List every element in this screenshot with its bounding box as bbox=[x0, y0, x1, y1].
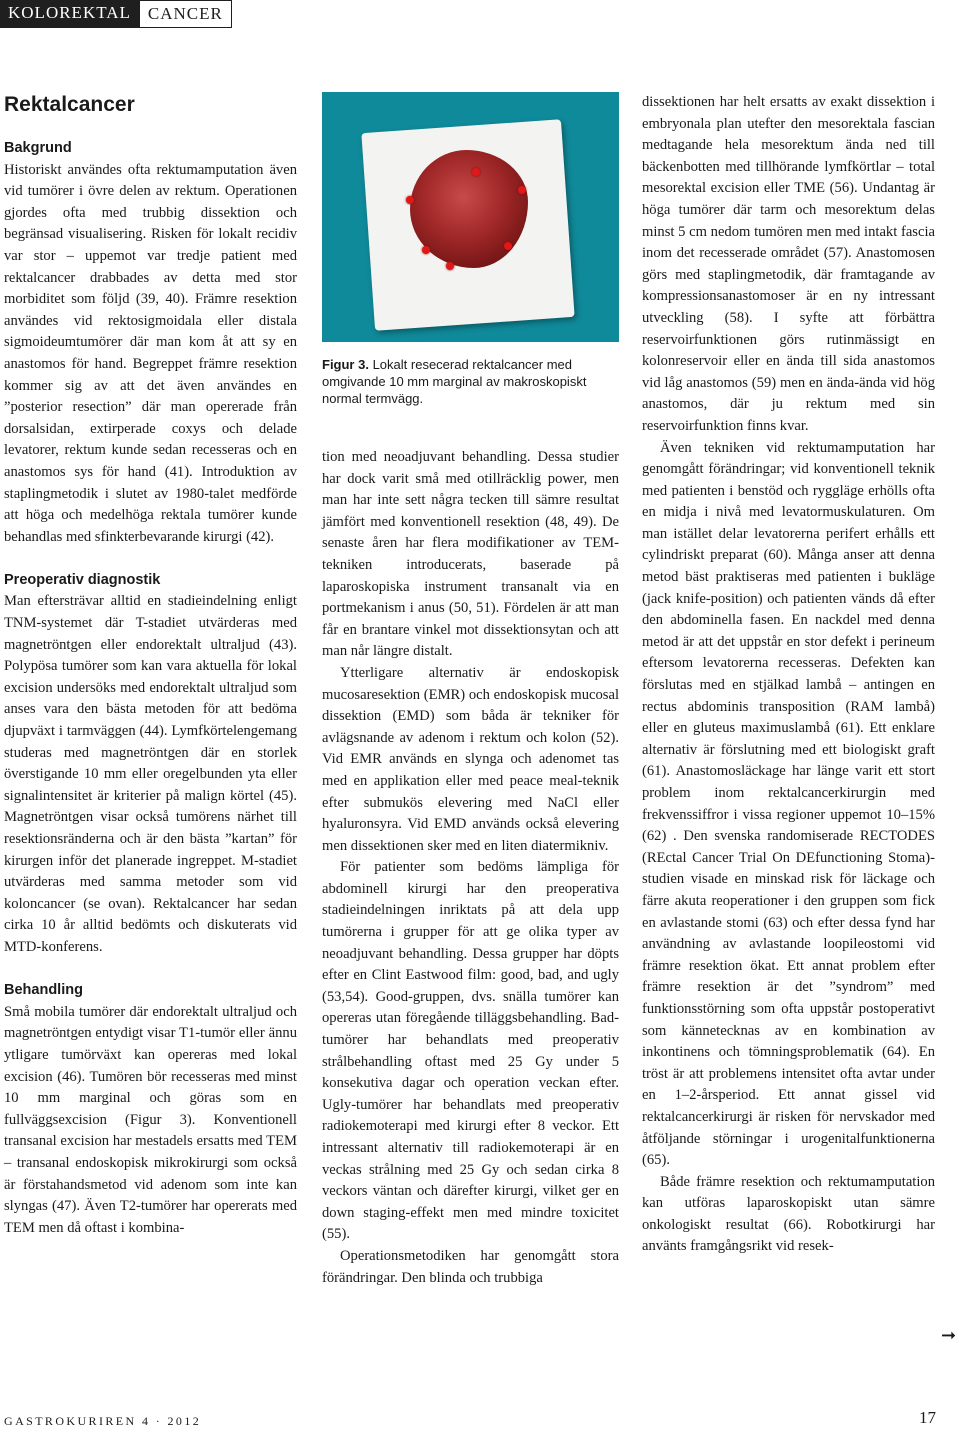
body-paragraph: Operationsmetodiken har genomgått stora förändringar. Den blinda och trubbiga bbox=[322, 1247, 619, 1286]
body-paragraph: tion med neoadjuvant behandling. Dessa studier har dock varit små med otillräcklig power, men man har inte sett några tecken till sämre resultat jämfört med konventionell resektion (48, 49). De senaste åren har flera modifikationer av TEM-tekniken introducerats, baserade på laparoskopiska instrument transanalt via en portmekanism i anus (50, 51). Fördelen är att man får en brantare vinkel mot dissektionsytan och att man når längre distalt. bbox=[322, 449, 619, 660]
column-right bbox=[642, 92, 935, 1258]
middle-text bbox=[322, 447, 619, 1289]
journal-name: GASTROKURIREN 4 · 2012 bbox=[4, 1414, 202, 1428]
pin-marker bbox=[422, 246, 430, 254]
column-middle bbox=[322, 92, 619, 1289]
header-tabs bbox=[0, 0, 232, 28]
body-paragraph: Man eftersträvar alltid en stadieindelning enligt TNM-systemet där T-stadiet utvärderas med magnetröntgen eller endorektalt ultraljud (43). Polypösa tumörer som kan vara aktuella för lokal excision undersöks med endorektalt ultraljud som anses vara den bästa metoden för att bedöma djupväxt i tarmväggen (44). Lymfkörtelengemang studeras med magnetröntgen där en storlek överstigande 10 mm eller oregelbunden yta eller signalintensitet är kriterier på malign körtel (45). Magnetröntgen visar också tumörens närhet till resektionsränderna och är den bästa ”kartan” för kirurgen inför det planerade ingreppet. M-stadiet utvärderas med samma metoder som vid koloncancer (se ovan). Rektalcancer har sedan cirka 10 år alltid bedömts och diskuterats vid MTD-konferens. bbox=[4, 593, 297, 955]
page-footer bbox=[4, 1408, 936, 1430]
pin-marker bbox=[446, 262, 454, 270]
section-heading: Bakgrund bbox=[4, 140, 72, 156]
figure-photo bbox=[322, 92, 619, 342]
pin-marker bbox=[518, 186, 526, 194]
body-paragraph: dissektionen har helt ersatts av exakt dissektion i embryonala plan utefter den mesorektala fascian medtagande hela mesorektum ända ned till bäckenbotten med tillhörande lymfkörtlar – total mesorektal excision eller TME (56). Undantag är höga tumörer där tarm och mesorektum delas minst 5 cm nedom tumören men med intakt fascia inom det recesserade området (57). Anastomosen görs med staplingmetodik, där framtagande av kompressionsanastomoser är en ny intressant utveckling (58). I syfte att förbättra reservoirfunktionen görs rutinmässigt en kolonreservoir eller en ända till sida anastomos vid låg anastomos (59) men en ända-ända vid hög anastomos, där ju rektum med sin reservoirfunktion finns kvar. bbox=[642, 94, 935, 434]
topic-tab: CANCER bbox=[139, 0, 232, 28]
figure-caption-text: Lokalt resecerad rektalcancer med omgivande 10 mm marginal av makroskopiskt normal termvägg. bbox=[322, 357, 587, 406]
page-number: 17 bbox=[919, 1408, 936, 1427]
pin-marker bbox=[472, 168, 480, 176]
body-paragraph: Historiskt användes ofta rektumamputation även vid tumörer i övre delen av rektum. Operationen gjordes ofta med trubbig dissektion och begränsad visualisering. Risken för lokalt recidiv var stor – uppemot var tredje patient med rektalcancer drabbades av detta med stor morbiditet som följd (39, 40). Främre resektion användes vid rektosigmoidala eller distala sigmoideumtumörer där man kom åt att sy en anastomos för hand. Begreppet främre resektion kommer sig av att det även användes en ”posterior resection” där man opererade från dorsalsidan, extirperade coxys och delade levatorer, rektum kunde sedan recesseras och en anastomos sys för hand (41). Introduktion av staplingmetodik i slutet av 1980-talet medförde att höga och medelhöga rektala tumörer kunde behandlas med sfinkterbevarande kirurgi (42). bbox=[4, 161, 297, 545]
pin-marker bbox=[504, 242, 512, 250]
pin-marker bbox=[406, 196, 414, 204]
body-paragraph: Små mobila tumörer där endorektalt ultraljud och magnetröntgen entydigt visar T1-tumör eller ännu ytligare tumörväxt kan opereras med lokal excision (46). Tumören bör recesseras med minst 10 mm marginal och göras som en fullväggsexcision (Figur 3). Konventionell transanal excision har mestadels ersatts med TEM – transanal endoskopisk mikrokirurgi som också är förstahandsmetod vid adenom som inte kan slyngas (47). Även T2-tumörer har opererats med TEM men då oftast i kombina- bbox=[4, 1003, 297, 1236]
article-title: Rektalcancer bbox=[4, 93, 135, 116]
continue-arrow-icon: ➞ bbox=[941, 1325, 957, 1346]
figure-label: Figur 3. bbox=[322, 357, 369, 372]
section-tab: KOLOREKTAL bbox=[0, 0, 139, 28]
section-heading: Behandling bbox=[4, 982, 83, 999]
body-paragraph: Även tekniken vid rektumamputation har genomgått förändringar; vid konventionell teknik med patienten i benstöd och ryggläge erhölls ofta en midja i nivå med levatormuskulaturen. Om man istället delar levatorerna perifert erhålls ett cylindriskt preparat (60). Många anser att denna metod bäst praktiseras med patienten i bukläge (jack knife-position) och patienten vänds då efter den abdominella fasen. En nackdel med denna metod är att det uppstår en stor defekt i perineum eftersom levatorerna recesseras. Defekten kan förslutas med en stjälkad lambå – antingen en rectus abdominis transposition (RAM lambå) eller en gluteus maximuslambå (61). Ett enklare alternativ är förslutning med ett biologiskt graft (61). Anastomosläckage har länge varit ett stort problem inom rektalcancerkirurgin med frekvenssiffror i vissa regioner uppemot 10–15% (62) . Den svenska randomiserade RECTODES (REctal Cancer Trial On DEfunctioning Stoma)-studien visade en minskad risk för läckage och färre akuta reoperationer i den gruppen som fick en avlastande stomi (63) och efter dessa fynd har användning av avlastande loopileostomi vid främre resektion ökat. Ett annat problem efter främre resektion är det ”syndrom” med funktionsstörning som ofta uppstår postoperativt som kännetecknas av en kombination av inkontinens och tömningsproblematik (64). En tröst är att problemens intensitet ofta avtar under en 1–2-årsperiod. Ett annat gissel vid rektalcancerkirurgi är risken för nervskador med åtföljande störningar i urogenitalfunktionerna (65). bbox=[642, 439, 935, 1169]
section-heading: Preoperativ diagnostik bbox=[4, 571, 161, 588]
body-paragraph: Både främre resektion och rektumamputation kan utföras laparoskopiskt utan sämre onkologiskt resultat (66). Robotkirurgi har använts framgångsrikt vid resek- bbox=[642, 1173, 935, 1255]
section-gap bbox=[4, 548, 297, 570]
body-paragraph: För patienter som bedöms lämpliga för abdominell kirurgi har den preoperativa stadieindelningen inriktats på att dela upp tumörerna i grupper för att ge olika typer av neoadjuvant behandling. Dessa grupper har döpts efter en Clint Eastwood film: good, bad, and ugly (53,54). Good-gruppen, dvs. snälla tumörer kan opereras utan föregående tilläggsbehandling. Bad-tumörer har behandlats med preoperativ strålbehandling oftast med 25 Gy under 5 konsekutiva dagar och operation veckan efter. Ugly-tumörer har behandlats med preoperativ radiokemoterapi med kirurgi efter 8 veckor. Ett intressant alternativ till radiokemoterapi är en veckas strålning med 25 Gy och sedan cirka 8 veckors väntan och därefter kirurgi, vilket ger en down staging-effekt men med mindre toxicitet (55). bbox=[322, 859, 619, 1243]
section-gap bbox=[4, 959, 297, 981]
figure-caption bbox=[322, 356, 619, 407]
body-paragraph: Ytterligare alternativ är endoskopisk mucosaresektion (EMR) och endoskopisk mucosal dissektion (EMD) som båda är tekniker för avlägsnande av adenom i rektum och kolon (52). Vid EMR används en slynga och adenomet tas med en applikation eller med peace meal-teknik efter submukös elevering med NaCl eller hyaluronsyra. Vid EMD används också elevering men dissektionen sker med en liten diatermikniv. bbox=[322, 664, 619, 854]
column-left bbox=[4, 92, 297, 1239]
